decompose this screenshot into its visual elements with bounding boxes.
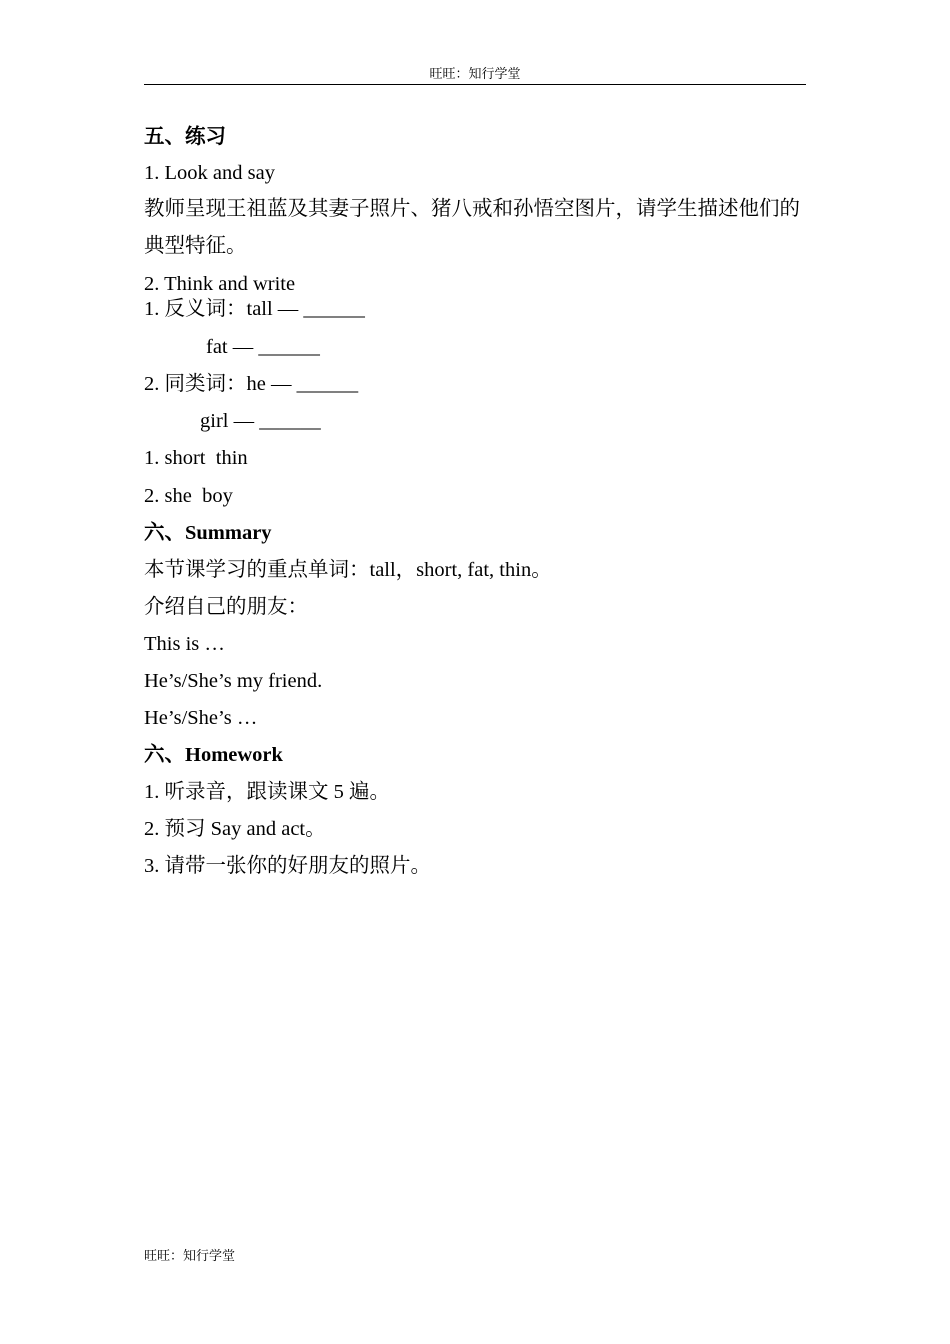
summary-heading: 六、Summary: [144, 522, 272, 544]
synonym-question-line1: 2. 同类词：he — ______: [144, 373, 359, 395]
homework-item1: 1. 听录音，跟读课文 5 遍。: [144, 781, 390, 803]
antonym-question-line1: 1. 反义词：tall — ______: [144, 298, 365, 320]
look-and-say-title: 1. Look and say: [144, 162, 275, 184]
homework-item3: 3. 请带一张你的好朋友的照片。: [144, 855, 431, 877]
practice-heading: 五、练习: [144, 126, 226, 148]
summary-line2: 介绍自己的朋友：: [144, 596, 308, 618]
think-and-write-title: 2. Think and write: [144, 273, 296, 295]
homework-item2: 2. 预习 Say and act。: [144, 818, 326, 840]
look-and-say-description: 教师呈现王祖蓝及其妻子照片、猪八戒和孙悟空图片，请学生描述他们的典型特征。: [144, 198, 800, 257]
summary-line4: He’s/She’s my friend.: [144, 670, 323, 692]
page-header: 旺旺：知行学堂: [144, 66, 806, 85]
answer-line1: 1. short thin: [144, 447, 248, 469]
summary-line5: He’s/She’s …: [144, 707, 258, 729]
answer-line2: 2. she boy: [144, 485, 233, 507]
synonym-question-line2: girl — ______: [200, 410, 321, 432]
summary-line3: This is …: [144, 633, 225, 655]
summary-line1: 本节课学习的重点单词：tall，short, fat, thin。: [144, 559, 552, 581]
antonym-question-line2: fat — ______: [206, 336, 320, 358]
page-footer: 旺旺：知行学堂: [144, 1248, 236, 1263]
homework-heading: 六、Homework: [144, 744, 283, 766]
